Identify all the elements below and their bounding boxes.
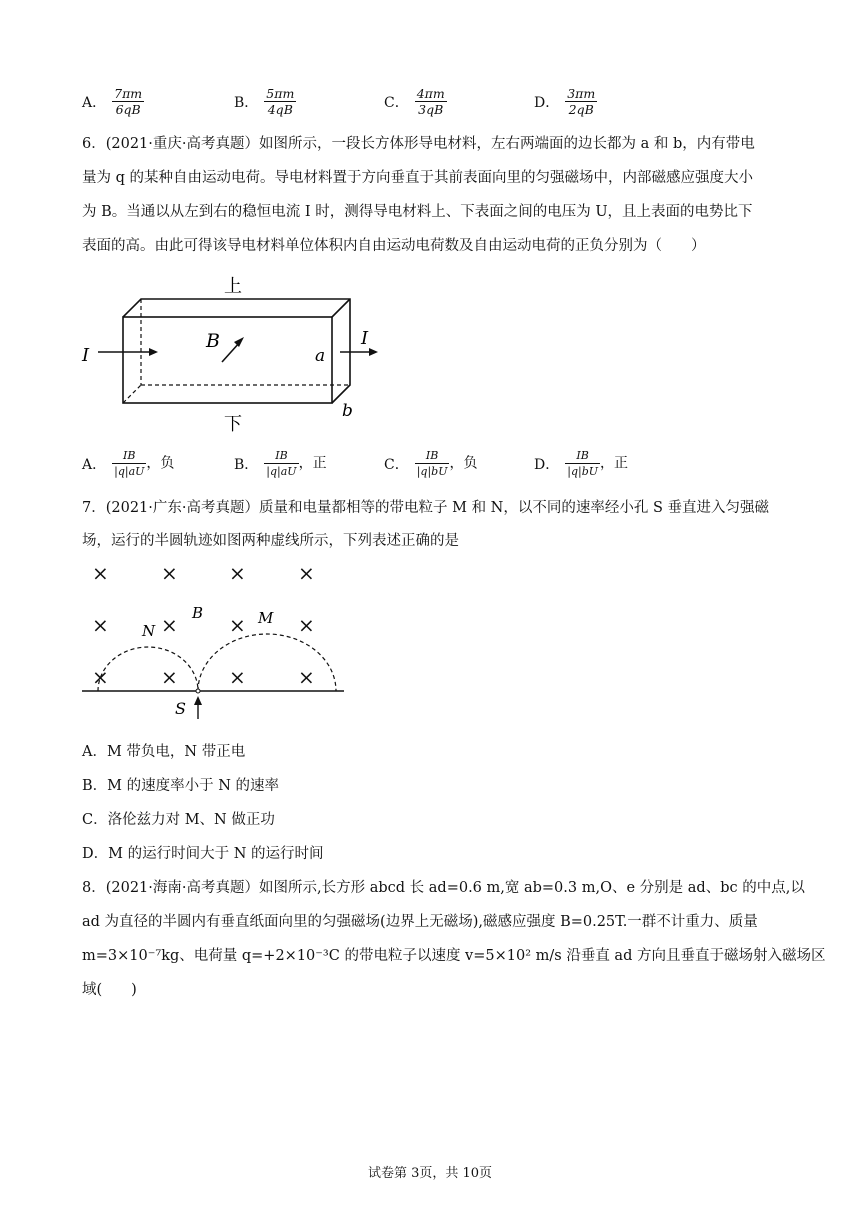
q7-option-c: C．洛伦兹力对 M、N 做正功 <box>82 812 275 828</box>
arrowhead <box>369 348 378 356</box>
q6-option-c: C． $\frac{IB}{|q|bU}$ ，负 <box>384 449 478 478</box>
q6-figure <box>78 270 398 440</box>
q8-line-4: 域( ) <box>82 982 137 998</box>
label-I-right: I <box>361 328 369 349</box>
q6-line-4: 表面的高。由此可得该导电材料单位体积内自由运动电荷数及自由运动电荷的正负分别为（ ） <box>82 238 706 254</box>
trajectory-N <box>98 647 198 691</box>
q8-line-1: 8．(2021·海南·高考真题）如图所示,长方形 abcd 长 ad=0.6 m,宽 ab=0.3 m,O、e 分别是 ad、bc 的中点,以 <box>82 880 805 896</box>
cross-mark: × <box>161 561 178 585</box>
q6-line-2: 量为 q 的某种自由运动电荷。导电材料置于方向垂直于其前表面向里的匀强磁场中，内部磁感应强度大小 <box>82 170 753 186</box>
fraction: $\frac{IB}{|q|aU}$ <box>266 449 297 478</box>
fraction: $\frac{IB}{|q|bU}$ <box>567 449 598 478</box>
arrowhead <box>194 696 202 705</box>
q5-option-a: A． $\frac{7\pi m}{6qB}$ <box>82 86 143 117</box>
q6-option-d: D． $\frac{IB}{|q|bU}$ ，正 <box>534 449 628 478</box>
label-top: 上 <box>224 276 242 297</box>
box-front-face <box>123 317 332 403</box>
label-a: a <box>315 346 326 366</box>
page-footer: 试卷第 3页，共 10页 <box>367 1166 493 1181</box>
cross-mark: × <box>92 665 109 689</box>
q8-line-2: ad 为直径的半圆内有垂直纸面向里的匀强磁场(边界上无磁场),磁感应强度 B=0.25T.一群不计重力、质量 <box>82 914 758 930</box>
hole-S <box>196 689 200 693</box>
arrowhead <box>234 337 244 347</box>
cross-mark: × <box>229 665 246 689</box>
label-B: B <box>192 604 204 622</box>
cross-mark: × <box>298 665 315 689</box>
q5-option-d: D． $\frac{3\pi m}{2qB}$ <box>534 86 596 117</box>
q5-option-b: B． $\frac{5\pi m}{4qB}$ <box>234 86 295 117</box>
cross-mark: × <box>229 561 246 585</box>
label-I-left: I <box>82 345 90 366</box>
arrowhead <box>149 348 158 356</box>
cross-mark: × <box>161 665 178 689</box>
label-b: b <box>342 401 353 421</box>
hidden-edge-diagonal <box>123 385 141 403</box>
q7-option-d: D．M 的运行时间大于 N 的运行时间 <box>82 846 324 862</box>
q5-option-c: C． $\frac{4\pi m}{3qB}$ <box>384 86 445 117</box>
label-S: S <box>175 699 186 718</box>
cross-mark: × <box>229 613 246 637</box>
q7-line-1: 7．(2021·广东·高考真题）质量和电量都相等的带电粒子 M 和 N，以不同的速率经小孔 S 垂直进入匀强磁 <box>82 500 770 516</box>
cross-mark: × <box>298 561 315 585</box>
fraction: $\frac{7\pi m}{6qB}$ <box>114 86 143 117</box>
cross-mark: × <box>92 613 109 637</box>
q6-option-b: B． $\frac{IB}{|q|aU}$ ，正 <box>234 449 327 478</box>
fraction: $\frac{3\pi m}{2qB}$ <box>567 86 596 117</box>
fraction: $\frac{4\pi m}{3qB}$ <box>416 86 445 117</box>
trajectory-M <box>198 634 336 691</box>
fraction: $\frac{IB}{|q|aU}$ <box>114 449 145 478</box>
q7-option-a: A．M 带负电，N 带正电 <box>82 744 246 760</box>
q7-line-2: 场，运行的半圆轨迹如图两种虚线所示，下列表述正确的是 <box>82 533 459 549</box>
label-bottom: 下 <box>224 414 242 435</box>
box-edge <box>332 299 350 317</box>
fraction: $\frac{IB}{|q|bU}$ <box>416 449 448 478</box>
label-M: M <box>258 609 274 627</box>
label-B: B <box>206 330 220 352</box>
cross-mark: × <box>92 561 109 585</box>
q6-line-3: 为 B。当通以从左到右的稳恒电流 I 时，测得导电材料上、下表面之间的电压为 U，且上表面的电势比下 <box>82 204 753 220</box>
q6-option-a: A． $\frac{IB}{|q|aU}$ ，负 <box>82 449 175 478</box>
q7-option-b: B．M 的速度率小于 N 的速率 <box>82 778 280 794</box>
cross-mark: × <box>161 613 178 637</box>
q7-figure <box>78 556 358 726</box>
q6-line-1: 6．(2021·重庆·高考真题）如图所示，一段长方体形导电材料，左右两端面的边长都为 a 和 b，内有带电 <box>82 136 755 152</box>
label-N: N <box>142 622 156 640</box>
q8-line-3: m=3×10⁻⁷kg、电荷量 q=+2×10⁻³C 的带电粒子以速度 v=5×10² m/s 沿垂直 ad 方向且垂直于磁场射入磁场区 <box>82 948 826 964</box>
cross-mark: × <box>298 613 315 637</box>
fraction: $\frac{5\pi m}{4qB}$ <box>266 86 295 117</box>
